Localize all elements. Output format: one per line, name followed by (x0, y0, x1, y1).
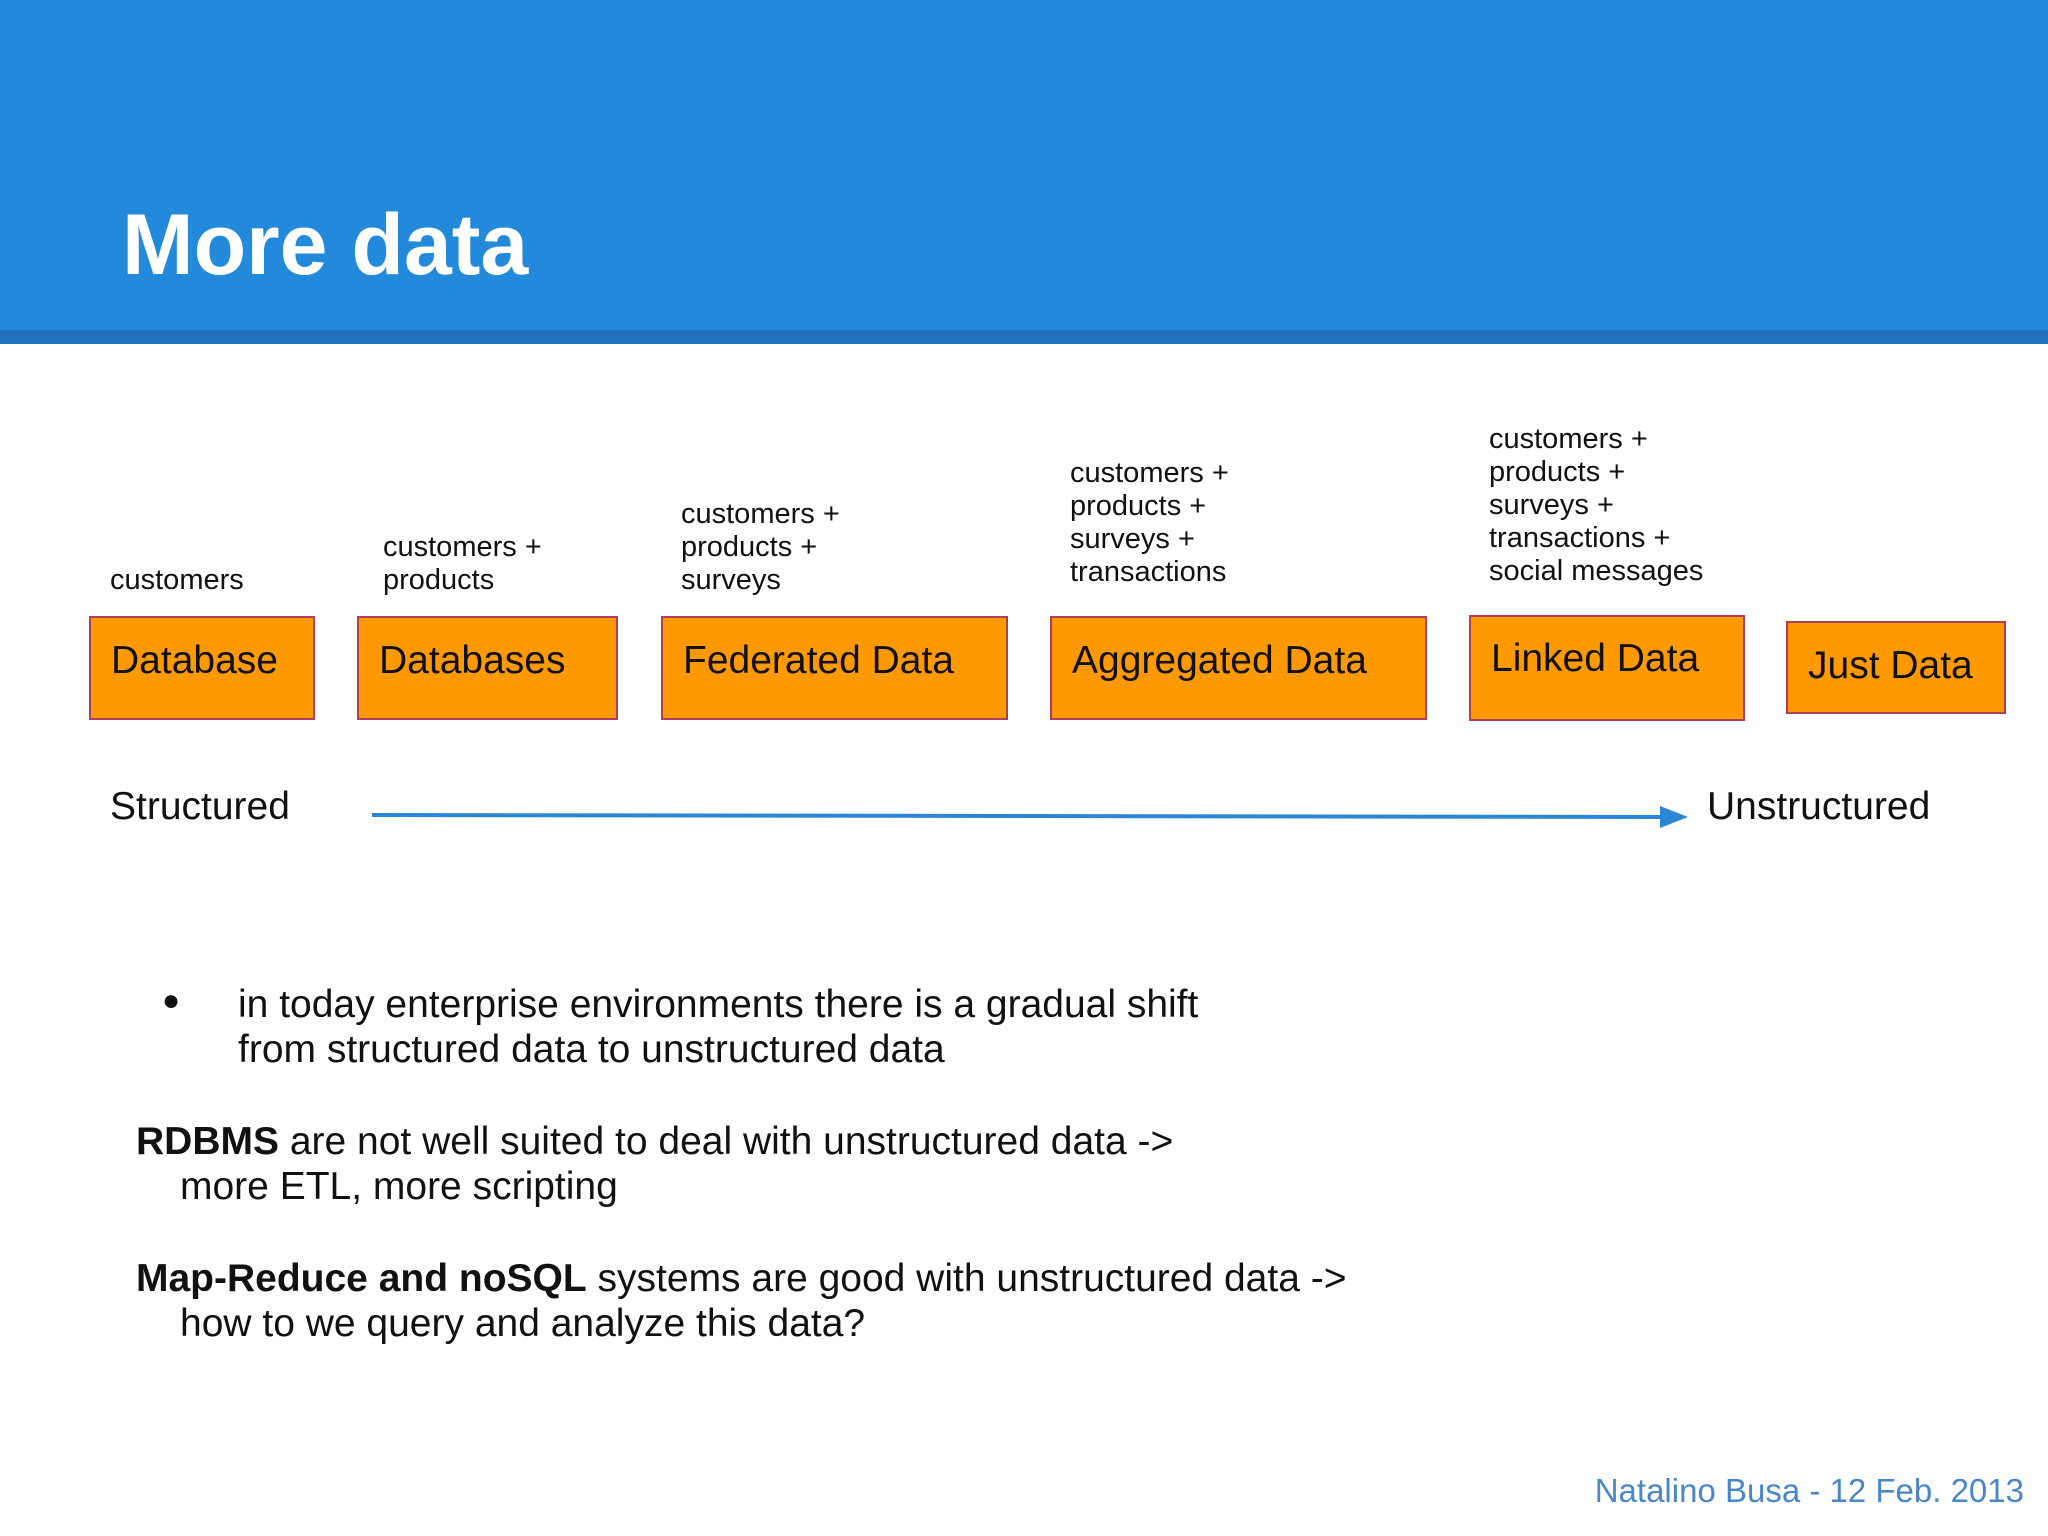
point-rest: are not well suited to deal with unstructured data -> (279, 1120, 1174, 1163)
header-divider (0, 330, 2048, 344)
point-continuation: more ETL, more scripting (180, 1165, 618, 1208)
stage-box-aggregated-data: Aggregated Data (1050, 616, 1427, 720)
stage-caption-linked (1489, 423, 1703, 588)
point-mapreduce (136, 1256, 1347, 1346)
caption-line: transactions (1070, 556, 1227, 588)
point-main-line (136, 1119, 1173, 1164)
point-main-line (136, 1256, 1347, 1301)
point-continuation: how to we query and analyze this data? (180, 1302, 866, 1345)
axis-end-label: Unstructured (1707, 785, 1931, 828)
caption-line: surveys + (1489, 489, 1614, 521)
caption-line: customers + (681, 498, 840, 530)
caption-line: customers (110, 564, 244, 596)
caption-line: products + (1070, 490, 1207, 522)
point-bold: RDBMS (136, 1120, 279, 1163)
caption-line: transactions + (1489, 522, 1671, 554)
stage-caption-aggregated (1070, 457, 1229, 589)
bullet-icon: ● (162, 984, 181, 1017)
structured-to-unstructured-arrow (360, 795, 1700, 835)
slide-footer: Natalino Busa - 12 Feb. 2013 (1594, 1472, 2024, 1509)
bullet-line: in today enterprise environments there is a gradual shift (238, 983, 1199, 1026)
caption-line: surveys + (1070, 523, 1195, 555)
stage-box-databases: Databases (357, 616, 618, 720)
stage-box-linked-data: Linked Data (1469, 615, 1745, 721)
caption-line: products + (1489, 456, 1626, 488)
caption-line: customers + (383, 531, 542, 563)
caption-line: customers + (1489, 423, 1648, 455)
caption-line: surveys (681, 564, 781, 596)
stage-box-database: Database (89, 616, 315, 720)
slide-title: More data (122, 197, 529, 293)
stage-caption-databases (383, 531, 542, 597)
bullet-text (238, 982, 1198, 1072)
caption-line: social messages (1489, 555, 1704, 587)
stage-box-just-data: Just Data (1786, 621, 2006, 714)
arrow-shaft (372, 815, 1670, 817)
stage-caption-federated (681, 498, 840, 597)
point-rest: systems are good with unstructured data -> (586, 1257, 1347, 1300)
stage-box-federated-data: Federated Data (661, 616, 1008, 720)
axis-start-label: Structured (110, 785, 290, 828)
caption-line: products + (681, 531, 818, 563)
arrowhead-icon (1660, 806, 1688, 828)
caption-line: customers + (1070, 457, 1229, 489)
point-rdbms (136, 1119, 1173, 1209)
bullet-line: from structured data to unstructured data (238, 1028, 945, 1071)
point-bold: Map-Reduce and noSQL (136, 1257, 587, 1300)
stage-caption-database (110, 564, 244, 597)
caption-line: products (383, 564, 495, 596)
